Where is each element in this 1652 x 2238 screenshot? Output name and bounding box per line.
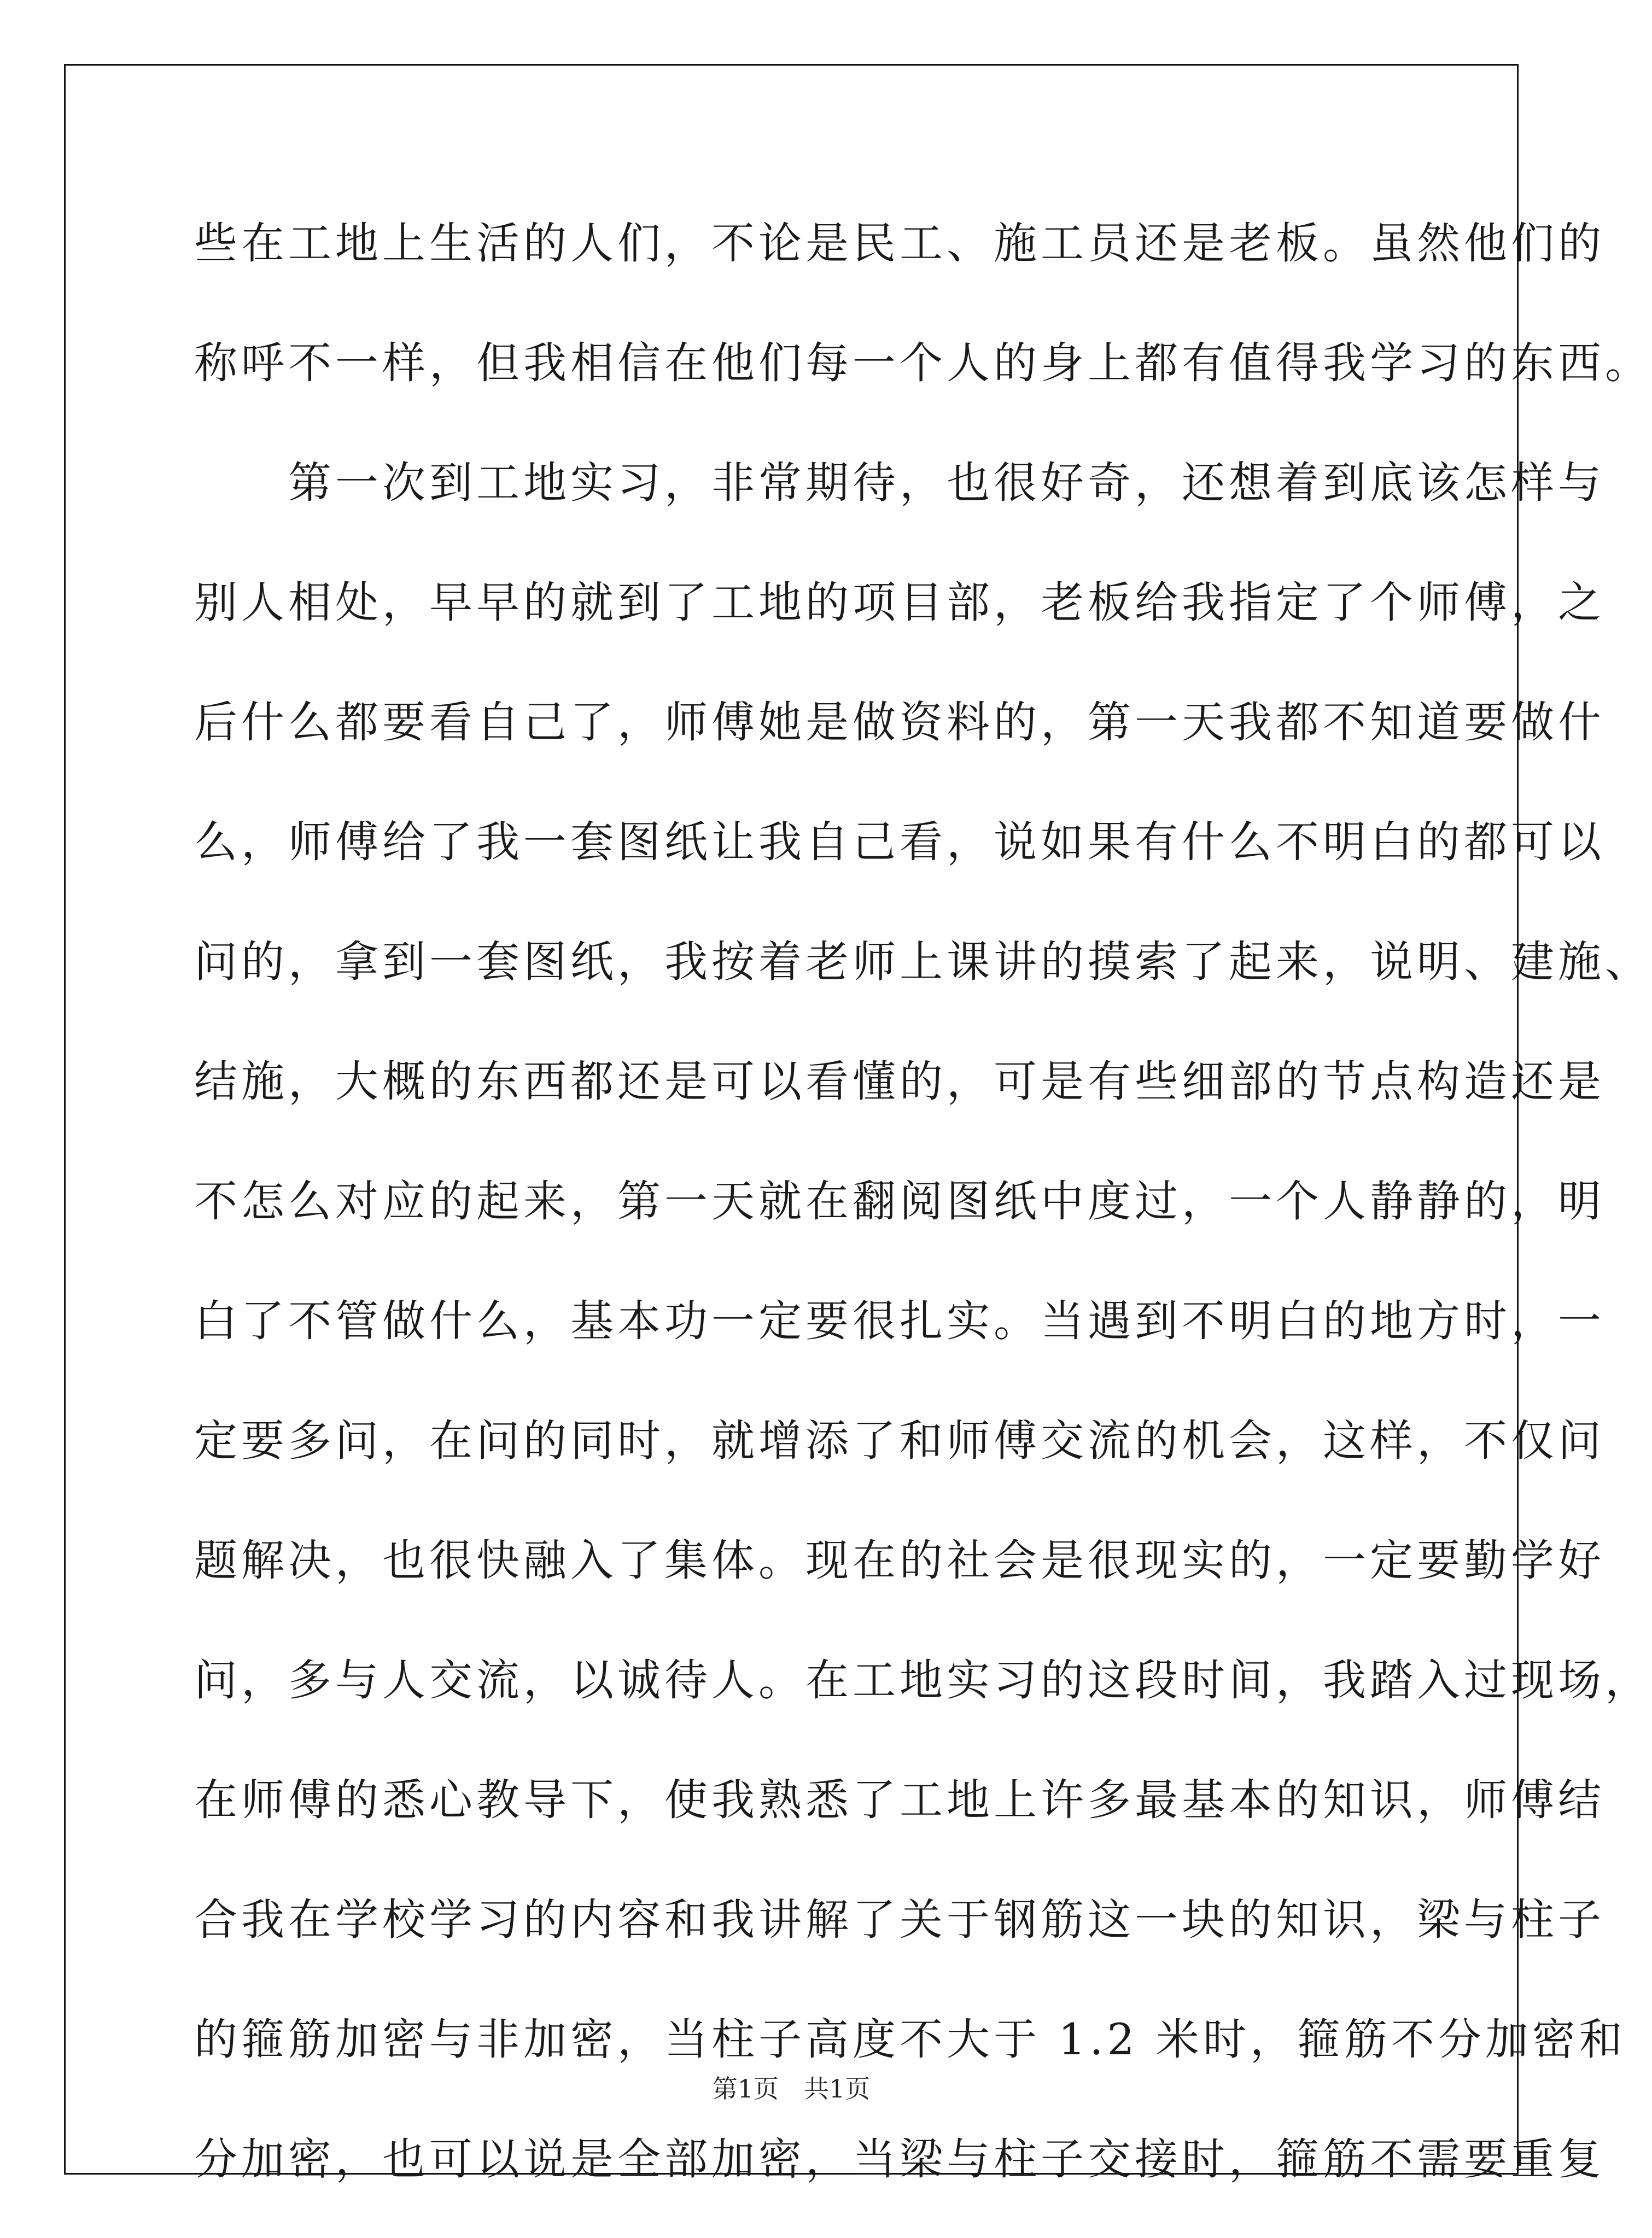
text-line: 后什么都要看自己了，师傅她是做资料的，第一天我都不知道要做什 <box>194 697 1605 747</box>
text-line: 题解决，也很快融入了集体。现在的社会是很现实的，一定要勤学好 <box>194 1535 1605 1586</box>
text-line: 称呼不一样，但我相信在他们每一个人的身上都有值得我学习的东西。 <box>194 338 1652 388</box>
text-line: 分加密，也可以说是全部加密，当梁与柱子交接时，箍筋不需要重复 <box>194 2134 1605 2184</box>
text-line: 不怎么对应的起来，第一天就在翻阅图纸中度过，一个人静静的，明 <box>194 1176 1605 1226</box>
page-number-footer: 第1页 共1页 <box>712 2074 871 2103</box>
paragraph-start-line: 第一次到工地实习，非常期待，也很好奇，还想着到底该怎样与 <box>288 458 1605 508</box>
text-line: 在师傅的悉心教导下，使我熟悉了工地上许多最基本的知识，师傅结 <box>194 1775 1605 1825</box>
text-line: 么，师傅给了我一套图纸让我自己看，说如果有什么不明白的都可以 <box>194 817 1605 867</box>
text-line: 白了不管做什么，基本功一定要很扎实。当遇到不明白的地方时，一 <box>194 1296 1605 1346</box>
text-line: 合我在学校学习的内容和我讲解了关于钢筋这一块的知识，梁与柱子 <box>194 1895 1605 1945</box>
text-line: 问的，拿到一套图纸，我按着老师上课讲的摸索了起来，说明、建施、 <box>194 937 1652 987</box>
text-line: 别人相处，早早的就到了工地的项目部，老板给我指定了个师傅，之 <box>194 577 1605 628</box>
text-line: 问，多与人交流，以诚待人。在工地实习的这段时间，我踏入过现场， <box>194 1655 1652 1705</box>
text-line: 结施，大概的东西都还是可以看懂的，可是有些细部的节点构造还是 <box>194 1056 1605 1107</box>
text-line: 的箍筋加密与非加密，当柱子高度不大于 1.2 米时，箍筋不分加密和 <box>194 2014 1626 2065</box>
text-line: 些在工地上生活的人们，不论是民工、施工员还是老板。虽然他们的 <box>194 218 1605 268</box>
document-body <box>194 200 1652 2235</box>
text-line: 定要多问，在问的同时，就增添了和师傅交流的机会，这样，不仅问 <box>194 1416 1605 1466</box>
